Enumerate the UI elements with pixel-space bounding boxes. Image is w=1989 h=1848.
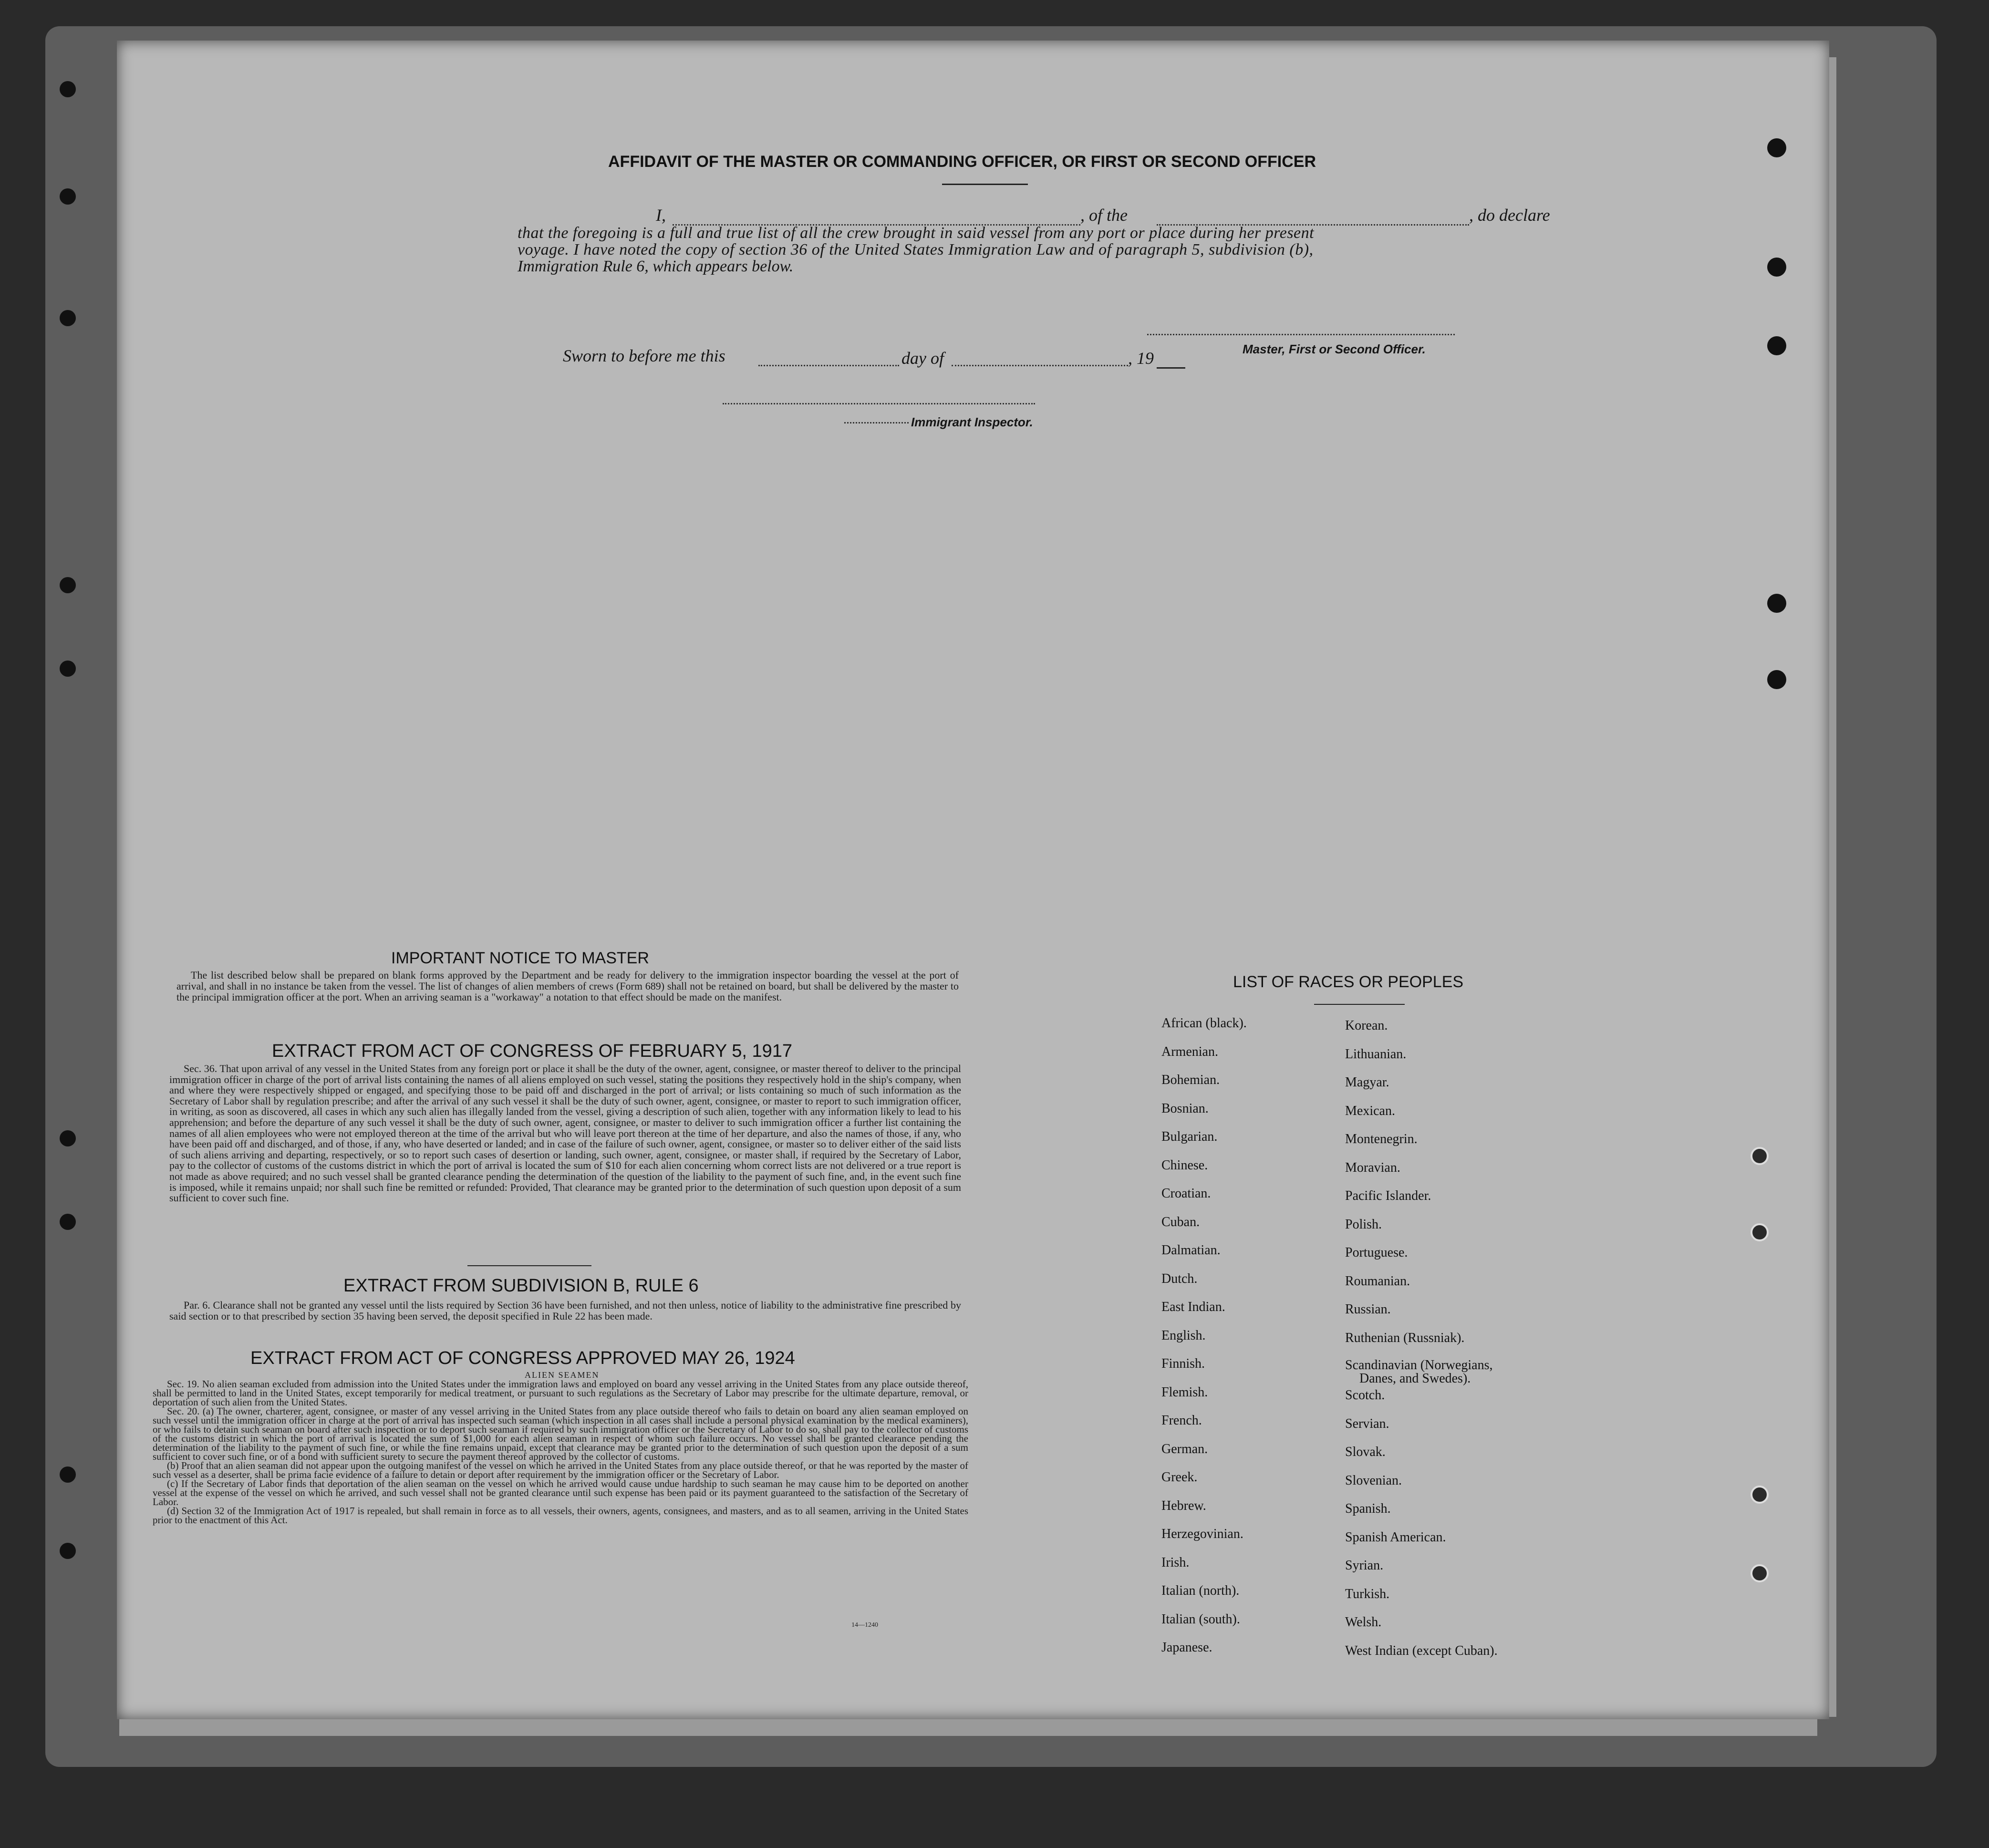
race-item: Italian (north). <box>1161 1583 1240 1598</box>
binder-hole-icon <box>1751 1223 1769 1241</box>
race-item: Scotch. <box>1345 1388 1385 1403</box>
form-number: 14—1240 <box>851 1621 878 1629</box>
rule-6-title: EXTRACT FROM SUBDIVISION B, RULE 6 <box>343 1276 699 1296</box>
affidavit-title: AFFIDAVIT OF THE MASTER OR COMMANDING OFFICER, OR FIRST OR SECOND OFFICER <box>608 153 1316 171</box>
binder-hole-icon <box>1751 1147 1769 1165</box>
race-item-continuation: Danes, and Swedes). <box>1359 1371 1471 1386</box>
affidavit-title-rule <box>942 184 1028 185</box>
race-item: Moravian. <box>1345 1160 1400 1175</box>
binder-hole-icon <box>60 310 76 326</box>
act-1917-text <box>169 1063 961 1204</box>
race-item: German. <box>1161 1441 1208 1456</box>
race-item: Greek. <box>1161 1470 1198 1485</box>
race-item: Flemish. <box>1161 1384 1208 1400</box>
race-item: Italian (south). <box>1161 1611 1240 1627</box>
notice-paragraph: The list described below shall be prepared on blank forms approved by the Department and be ready for delivery to the immigration inspector boarding the vessel at the port of arrival, and shall in no instance be taken from the vessel. The list of changes of alien members of crews (Form 689) shall not be retained on board, but shall be delivered by the master to the principal immigration officer at the port. When an arriving seaman is a "workaway" a notation to that effect should be made on the manifest. <box>176 969 959 1003</box>
races-right-column <box>1345 1018 1498 1672</box>
year-prefix: , 19 <box>1128 349 1154 368</box>
rule-6-paragraph: Par. 6. Clearance shall not be granted any vessel until the lists required by Section 36 have been furnished, and not then unless, notice of liability to the administrative fine prescribed by said section or to that prescribed by section 35 having been served, the deposit specified in Rule 22 has been made. <box>169 1299 961 1322</box>
affidavit-line-2: that the foregoing is a full and true list of all the crew brought in said vessel from any port or place during her present <box>518 224 1315 242</box>
race-item: Dalmatian. <box>1161 1243 1221 1258</box>
binder-hole-icon <box>60 1130 76 1146</box>
race-item: Syrian. <box>1345 1558 1384 1573</box>
binder-hole-icon <box>1767 138 1786 157</box>
affidavit-of-the: , of the <box>1080 206 1128 225</box>
binder-hole-icon <box>1767 336 1786 355</box>
officer-signature-blank[interactable] <box>1147 334 1455 335</box>
race-item: Roumanian. <box>1345 1273 1410 1289</box>
notice-text <box>176 970 959 1002</box>
act-1924-title: EXTRACT FROM ACT OF CONGRESS APPROVED MAY 26, 1924 <box>250 1348 795 1368</box>
races-left-column <box>1161 1016 1247 1669</box>
race-item: Bohemian. <box>1161 1073 1220 1087</box>
sworn-day-blank[interactable] <box>758 365 899 366</box>
binder-hole-icon <box>1751 1564 1769 1582</box>
binder-hole-icon <box>60 188 76 205</box>
affidavit-declare: , do declare <box>1469 206 1550 225</box>
race-item: Spanish American. <box>1345 1529 1446 1545</box>
race-item: Montenegrin. <box>1345 1132 1418 1146</box>
section-rule <box>467 1265 591 1266</box>
race-item: Welsh. <box>1345 1615 1382 1630</box>
race-item: Japanese. <box>1161 1640 1212 1655</box>
race-item: Armenian. <box>1161 1044 1218 1059</box>
race-item: Bulgarian. <box>1161 1129 1218 1144</box>
act-1924-text <box>153 1380 968 1525</box>
race-item: Slovak. <box>1345 1445 1386 1459</box>
race-item: English. <box>1161 1328 1206 1343</box>
race-item: Hebrew. <box>1161 1498 1206 1513</box>
act-1924-sec20c: (c) If the Secretary of Labor finds that deportation of the alien seaman on the vessel on which he arrived would cause undue hardship to such seaman he may cause him to be deported on another vessel at the expense of the vessel on which he arrived, and such vessel shall not be granted clearance until such expense has been paid or its payment guaranteed to the satisfaction of the Secretary of Labor. <box>153 1478 968 1507</box>
race-item: East Indian. <box>1161 1300 1225 1314</box>
race-item: Servian. <box>1345 1416 1389 1431</box>
act-1924-sec20a: Sec. 20. (a) The owner, charterer, agent, consignee, or master of any vessel arriving in the United States from any place outside thereof who fails to detain on board any alien seaman employed on such vessel until the immigration officer in charge at the port of arrival has inspected such seaman (which inspection in all cases shall include a personal physical examination by the medical examiners), or who fails to detain such seaman on board after such inspection or to deport such seaman if required by such immigration officer or the Secretary of Labor to do so, shall pay to the collector of customs of the customs district in which the port of arrival is located the sum of $1,000 for each alien seaman in respect of whom such failure occurs. No vessel shall be granted clearance pending the determination of the liability to the payment of such fine, or while the fine remains unpaid, except that clearance may be granted prior to the determination of such question upon the deposit of a sum sufficient to cover such fine, or of a bond with sufficient surety to secure the payment thereof approved by the collector of customs. <box>153 1405 968 1462</box>
notice-title: IMPORTANT NOTICE TO MASTER <box>391 949 649 967</box>
act-1917-paragraph: Sec. 36. That upon arrival of any vessel in the United States from any foreign port or place it shall be the duty of the owner, agent, consignee, or master thereof to deliver to the principal immigration officer in charge of the port of arrival lists containing the names of all aliens employed on such vessel, stating the positions they respectively hold in the ship's company, when and where they were respectively shipped or engaged, and specifying those to be paid off and discharged in the port of arrival; or lists containing so much of such information as the Secretary of Labor shall by regulation prescribe; and after the arrival of any such vessel it shall be the duty of such owner, agent, consignee, or master to report to such immigration officer, in writing, as soon as discovered, all cases in which any such alien has illegally landed from the vessel, giving a description of such alien, together with any information likely to lead to his apprehension; and before the departure of any such vessel it shall be the duty of such owner, agent, consignee, or master to deliver to such immigration officer a further list containing the names of all alien employees who were not employed thereon at the time of the arrival but who will leave port thereon at the time of her departure, and also the names of those, if any, who have been paid off and discharged, and of those, if any, who have deserted or landed; and in case of the failure of such owner, agent, consignee, or master so to deliver either of the said lists of such aliens arriving and departing, respectively, or so to report such cases of desertion or landing, such owner, agent, consignee, or master shall, if required by the Secretary of Labor, pay to the collector of customs of the customs district in which the port of arrival is located the sum of $10 for each alien concerning whom correct lists are not delivered or a true report is not made as above required; and no such vessel shall be granted clearance pending the determination of the question of the liability to the payment of such fine, and, in the event such fine is imposed, while it remains unpaid; nor shall such fine be remitted or refunded: Provided, That clearance may be granted prior to the determination of such question upon deposit of a sum sufficient to cover such fine. <box>169 1063 961 1204</box>
race-item: African (black). <box>1161 1016 1247 1031</box>
race-item: Polish. <box>1345 1217 1382 1232</box>
affidavit-line-4: Immigration Rule 6, which appears below. <box>518 258 794 275</box>
race-item: Slovenian. <box>1345 1473 1402 1488</box>
sworn-month-blank[interactable] <box>952 365 1128 366</box>
affidavit-i: I, <box>656 206 666 225</box>
race-item: Portuguese. <box>1345 1245 1408 1260</box>
race-item <box>1345 1359 1498 1388</box>
binder-hole-icon <box>1767 594 1786 613</box>
document-page <box>117 41 1829 1719</box>
binder-hole-icon <box>60 1466 76 1483</box>
inspector-prefix-blank[interactable] <box>844 422 909 423</box>
binder-hole-icon <box>1751 1486 1769 1504</box>
inspector-signature-blank[interactable] <box>723 403 1035 404</box>
race-item: Lithuanian. <box>1345 1046 1407 1062</box>
act-1924-sec20d: (d) Section 32 of the Immigration Act of 1917 is repealed, but shall remain in force as to all vessels, their owners, agents, consignees, and masters, and as to all seamen, arriving in the United States prior to the enactment of this Act. <box>153 1505 968 1526</box>
act-1924-sec20b: (b) Proof that an alien seaman did not appear upon the outgoing manifest of the vessel on which he arrived in the United States from any place outside thereof, or that he was reported by the master of such vessel as a deserter, shall be prima facie evidence of a failure to detain or deport after requirement by the immigration officer or the Secretary of Labor. <box>153 1460 968 1480</box>
race-item: French. <box>1161 1413 1202 1428</box>
races-title: LIST OF RACES OR PEOPLES <box>1233 973 1464 991</box>
race-item: Herzegovinian. <box>1161 1527 1243 1541</box>
affidavit-line-3: voyage. I have noted the copy of section 36 of the United States Immigration Law and of paragraph 5, subdivision (b), <box>518 241 1314 258</box>
binder-hole-icon <box>60 1543 76 1559</box>
race-item: Turkish. <box>1345 1586 1390 1601</box>
alien-seamen-subtitle: ALIEN SEAMEN <box>525 1370 600 1380</box>
race-item: Korean. <box>1345 1018 1388 1033</box>
inspector-label: Immigrant Inspector. <box>911 415 1033 429</box>
race-item: Ruthenian (Russniak). <box>1345 1330 1465 1345</box>
race-item: Magyar. <box>1345 1075 1389 1090</box>
sworn-text: Sworn to before me this <box>563 346 725 365</box>
race-item: Mexican. <box>1345 1103 1395 1118</box>
officer-label: Master, First or Second Officer. <box>1243 342 1426 356</box>
day-of-text: day of <box>901 349 944 368</box>
race-item-text: Scandinavian (Norwegians, <box>1345 1358 1493 1373</box>
act-1924-sec19: Sec. 19. No alien seaman excluded from admission into the United States under the immigration laws and employed on board any vessel arriving in the United States from any place outside thereof, shall be permitted to land in the United States, except temporarily for medical treatment, or pursuant to such regulations as the Secretary of Labor may prescribe for the ultimate departure, removal, or deportation of such alien from the United States. <box>153 1378 968 1408</box>
race-item: Chinese. <box>1161 1157 1208 1173</box>
binder-hole-icon <box>60 661 76 677</box>
binder-hole-icon <box>60 1214 76 1230</box>
act-1917-title: EXTRACT FROM ACT OF CONGRESS OF FEBRUARY 5, 1917 <box>272 1041 792 1061</box>
race-item: Bosnian. <box>1161 1101 1209 1116</box>
race-item: Pacific Islander. <box>1345 1188 1431 1203</box>
race-item: Irish. <box>1161 1555 1190 1570</box>
race-item: Finnish. <box>1161 1356 1205 1371</box>
year-blank[interactable] <box>1157 367 1185 369</box>
race-item: West Indian (except Cuban). <box>1345 1643 1498 1658</box>
binder-hole-icon <box>1767 670 1786 689</box>
binder-hole-icon <box>60 81 76 97</box>
races-title-rule <box>1314 1004 1405 1005</box>
race-item: Spanish. <box>1345 1501 1391 1516</box>
binder-hole-icon <box>60 577 76 593</box>
race-item: Dutch. <box>1161 1271 1198 1286</box>
race-item: Cuban. <box>1161 1214 1200 1229</box>
race-item: Croatian. <box>1161 1186 1211 1201</box>
rule-6-text <box>169 1300 961 1321</box>
race-item: Russian. <box>1345 1302 1391 1317</box>
binder-hole-icon <box>1767 258 1786 277</box>
